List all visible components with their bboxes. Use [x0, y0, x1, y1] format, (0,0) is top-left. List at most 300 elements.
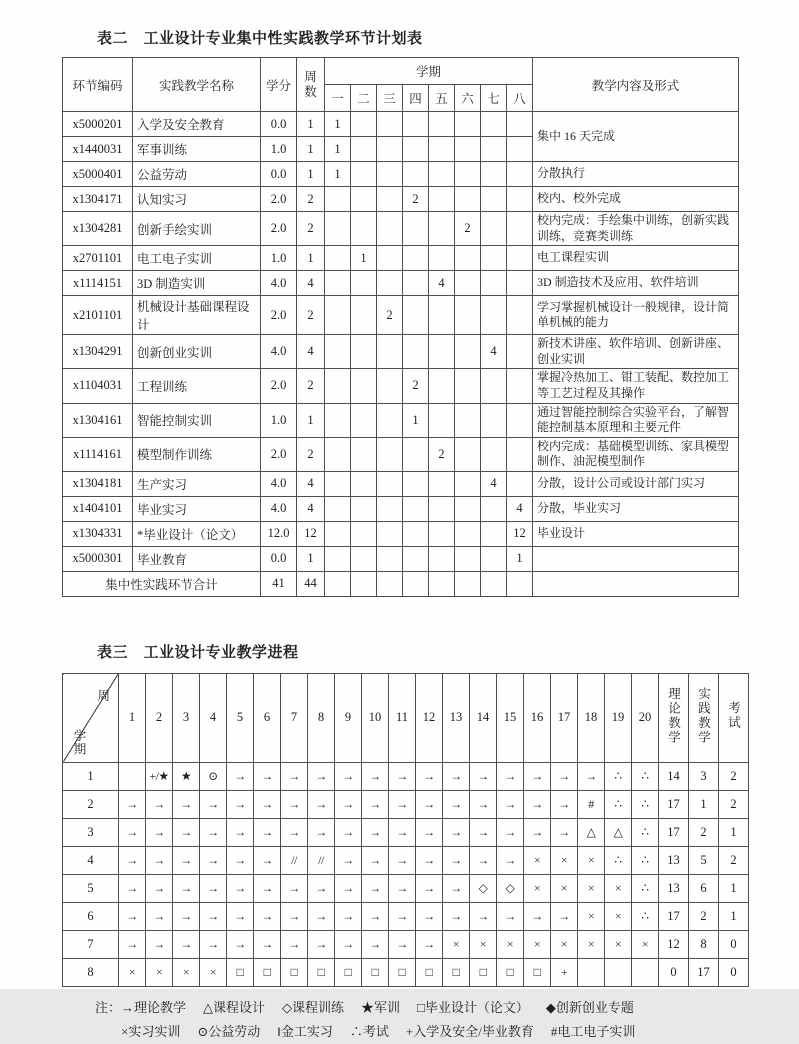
- week-activity-symbol: →: [227, 818, 254, 846]
- semester-week-count: [351, 571, 377, 596]
- week-number-header: 6: [254, 673, 281, 762]
- semester-week-count: [507, 271, 533, 296]
- week-activity-symbol: →: [119, 790, 146, 818]
- semester-number: 2: [63, 790, 119, 818]
- semester-week-count: [507, 162, 533, 187]
- semester-week-count: [403, 437, 429, 471]
- practice-weeks-total: 17: [689, 958, 719, 986]
- week-activity-symbol: ∴: [632, 818, 659, 846]
- week-activity-symbol: →: [389, 930, 416, 958]
- exam-weeks-total: 0: [719, 958, 749, 986]
- week-activity-symbol: →: [497, 762, 524, 790]
- legend-item: ◆创新创业专题: [545, 999, 634, 1015]
- week-number-header: 1: [119, 673, 146, 762]
- week-activity-symbol: □: [389, 958, 416, 986]
- week-number-header: 13: [443, 673, 470, 762]
- week-activity-symbol: □: [524, 958, 551, 986]
- week-activity-symbol: →: [281, 818, 308, 846]
- header-credits: 学分: [261, 58, 297, 112]
- week-activity-symbol: →: [443, 762, 470, 790]
- semester-week-count: [377, 521, 403, 546]
- semester-week-count: [377, 437, 403, 471]
- semester-week-count: 2: [403, 187, 429, 212]
- week-activity-symbol: →: [470, 790, 497, 818]
- exam-weeks-total: 0: [719, 930, 749, 958]
- week-activity-symbol: →: [146, 818, 173, 846]
- table3-row: [63, 902, 749, 930]
- credits-value: 12.0: [261, 521, 297, 546]
- practice-weeks-total: 8: [689, 930, 719, 958]
- semester-week-count: 1: [351, 246, 377, 271]
- semester-week-count: [325, 212, 351, 246]
- semester-week-count: [403, 296, 429, 335]
- credits-value: 4.0: [261, 335, 297, 369]
- semester-week-count: [377, 246, 403, 271]
- practice-weeks-total: 3: [689, 762, 719, 790]
- exam-weeks-total: 1: [719, 874, 749, 902]
- table2-row: [63, 369, 739, 403]
- semester-column-header: 六: [455, 85, 481, 112]
- semester-week-count: 1: [403, 403, 429, 437]
- exam-weeks-total: 1: [719, 902, 749, 930]
- teaching-content: [533, 546, 739, 571]
- week-activity-symbol: ×: [605, 902, 632, 930]
- week-activity-symbol: △: [605, 818, 632, 846]
- week-activity-symbol: →: [497, 846, 524, 874]
- weeks-value: 1: [297, 246, 325, 271]
- course-code: x1304181: [63, 471, 133, 496]
- semester-week-count: 2: [455, 212, 481, 246]
- course-name: 智能控制实训: [133, 403, 261, 437]
- semester-number: 1: [63, 762, 119, 790]
- semester-week-count: [351, 521, 377, 546]
- semester-week-count: 1: [325, 112, 351, 137]
- table2-row: [63, 162, 739, 187]
- week-activity-symbol: →: [389, 902, 416, 930]
- week-activity-symbol: →: [470, 846, 497, 874]
- teaching-content: 校内完成：手绘集中训练，创新实践训练，竞赛类训练: [533, 212, 739, 246]
- semester-week-count: [455, 471, 481, 496]
- week-activity-symbol: →: [308, 818, 335, 846]
- summary-column-header: [719, 673, 749, 762]
- semester-week-count: 1: [325, 162, 351, 187]
- week-activity-symbol: →: [173, 874, 200, 902]
- semester-week-count: [455, 137, 481, 162]
- week-activity-symbol: →: [119, 846, 146, 874]
- week-activity-symbol: →: [200, 874, 227, 902]
- course-name: 机械设计基础课程设计: [133, 296, 261, 335]
- course-code: x5000401: [63, 162, 133, 187]
- week-activity-symbol: ×: [146, 958, 173, 986]
- semester-week-count: [429, 212, 455, 246]
- week-activity-symbol: →: [254, 874, 281, 902]
- semester-week-count: [481, 521, 507, 546]
- course-name: 毕业实习: [133, 496, 261, 521]
- week-activity-symbol: ∴: [632, 902, 659, 930]
- week-activity-symbol: →: [281, 874, 308, 902]
- semester-week-count: [325, 471, 351, 496]
- legend-item: □毕业设计（论文）: [417, 999, 529, 1015]
- table2-row: [63, 403, 739, 437]
- table2-total-row: [63, 571, 739, 596]
- week-number-header: 9: [335, 673, 362, 762]
- semester-week-count: [481, 246, 507, 271]
- week-activity-symbol: →: [173, 818, 200, 846]
- credits-value: 2.0: [261, 296, 297, 335]
- course-name: 创新手绘实训: [133, 212, 261, 246]
- course-code: x1304291: [63, 335, 133, 369]
- week-activity-symbol: →: [119, 930, 146, 958]
- week-activity-symbol: →: [227, 902, 254, 930]
- semester-week-count: [403, 471, 429, 496]
- semester-week-count: [429, 471, 455, 496]
- week-activity-symbol: ×: [551, 930, 578, 958]
- week-number-header: 12: [416, 673, 443, 762]
- week-number-header: 15: [497, 673, 524, 762]
- credits-value: 2.0: [261, 212, 297, 246]
- week-activity-symbol: ×: [578, 874, 605, 902]
- legend-item: ⊙公益劳动: [197, 1023, 261, 1039]
- semester-week-count: [377, 369, 403, 403]
- course-name: 电工电子实训: [133, 246, 261, 271]
- legend: [0, 996, 799, 1044]
- course-code: x1304331: [63, 521, 133, 546]
- semester-week-count: [377, 271, 403, 296]
- semester-week-count: [377, 546, 403, 571]
- table2-row: [63, 212, 739, 246]
- theory-weeks-total: 12: [659, 930, 689, 958]
- exam-weeks-total: 2: [719, 846, 749, 874]
- semester-week-count: [455, 369, 481, 403]
- theory-weeks-total: 17: [659, 818, 689, 846]
- week-activity-symbol: →: [335, 762, 362, 790]
- course-name: 模型制作训练: [133, 437, 261, 471]
- weeks-value: 1: [297, 112, 325, 137]
- course-name: 毕业教育: [133, 546, 261, 571]
- week-activity-symbol: →: [227, 762, 254, 790]
- week-activity-symbol: □: [362, 958, 389, 986]
- credits-value: 1.0: [261, 137, 297, 162]
- course-name: 工程训练: [133, 369, 261, 403]
- practice-weeks-total: 6: [689, 874, 719, 902]
- weeks-value: 2: [297, 187, 325, 212]
- weeks-value: 2: [297, 369, 325, 403]
- semester-week-count: [481, 271, 507, 296]
- legend-item: ‖金工实习: [277, 1023, 333, 1039]
- week-activity-symbol: →: [335, 818, 362, 846]
- legend-item: ×实习实训: [121, 1023, 181, 1039]
- semester-week-count: 1: [507, 546, 533, 571]
- teaching-content: 校内、校外完成: [533, 187, 739, 212]
- semester-week-count: [377, 162, 403, 187]
- table2-row: [63, 335, 739, 369]
- semester-week-count: [351, 187, 377, 212]
- semester-week-count: [403, 212, 429, 246]
- semester-week-count: [351, 212, 377, 246]
- semester-number: 4: [63, 846, 119, 874]
- table2-row: [63, 271, 739, 296]
- table2-row: [63, 471, 739, 496]
- week-activity-symbol: □: [308, 958, 335, 986]
- week-activity-symbol: →: [362, 762, 389, 790]
- semester-week-count: [481, 369, 507, 403]
- semester-number: 3: [63, 818, 119, 846]
- week-activity-symbol: →: [362, 930, 389, 958]
- week-activity-symbol: →: [200, 930, 227, 958]
- week-activity-symbol: →: [308, 874, 335, 902]
- semester-week-count: [325, 546, 351, 571]
- semester-week-count: 4: [481, 335, 507, 369]
- table3-row: [63, 762, 749, 790]
- week-activity-symbol: →: [362, 874, 389, 902]
- week-activity-symbol: →: [200, 818, 227, 846]
- week-activity-symbol: □: [227, 958, 254, 986]
- semester-week-count: [403, 162, 429, 187]
- table3-body: [63, 762, 749, 986]
- week-activity-symbol: ∴: [632, 762, 659, 790]
- semester-number: 8: [63, 958, 119, 986]
- legend-item: +入学及安全/毕业教育: [405, 1023, 534, 1039]
- weeks-value: 1: [297, 546, 325, 571]
- semester-week-count: [403, 246, 429, 271]
- week-activity-symbol: →: [200, 846, 227, 874]
- semester-week-count: [481, 403, 507, 437]
- semester-week-count: [403, 546, 429, 571]
- week-activity-symbol: →: [578, 762, 605, 790]
- semester-week-count: [507, 437, 533, 471]
- semester-week-count: [325, 571, 351, 596]
- week-activity-symbol: ×: [578, 846, 605, 874]
- week-activity-symbol: →: [173, 902, 200, 930]
- course-name: 生产实习: [133, 471, 261, 496]
- week-activity-symbol: ◇: [497, 874, 524, 902]
- week-activity-symbol: →: [119, 902, 146, 930]
- theory-weeks-total: 13: [659, 874, 689, 902]
- credits-value: 2.0: [261, 187, 297, 212]
- week-activity-symbol: ∴: [605, 790, 632, 818]
- week-activity-symbol: ×: [524, 930, 551, 958]
- week-activity-symbol: →: [173, 790, 200, 818]
- course-code: x1304281: [63, 212, 133, 246]
- course-code: x1104031: [63, 369, 133, 403]
- course-code: x1114161: [63, 437, 133, 471]
- week-activity-symbol: ★: [173, 762, 200, 790]
- week-activity-symbol: ×: [524, 874, 551, 902]
- week-activity-symbol: →: [443, 790, 470, 818]
- week-activity-symbol: //: [281, 846, 308, 874]
- table2-row: [63, 437, 739, 471]
- semester-week-count: [507, 403, 533, 437]
- week-activity-symbol: →: [227, 790, 254, 818]
- credits-value: 1.0: [261, 403, 297, 437]
- week-activity-symbol: →: [308, 790, 335, 818]
- weeks-value: 1: [297, 137, 325, 162]
- week-activity-symbol: →: [335, 846, 362, 874]
- semester-week-count: [377, 187, 403, 212]
- semester-week-count: [351, 546, 377, 571]
- teaching-content: [533, 571, 739, 596]
- week-activity-symbol: →: [389, 762, 416, 790]
- teaching-content: 通过智能控制综合实验平台，了解智能控制基本原理和主要元件: [533, 403, 739, 437]
- header-content: 教学内容及形式: [533, 58, 739, 112]
- course-name: 认知实习: [133, 187, 261, 212]
- semester-week-count: [455, 246, 481, 271]
- week-activity-symbol: →: [389, 818, 416, 846]
- course-name: 入学及安全教育: [133, 112, 261, 137]
- legend-item: ★军训: [361, 999, 401, 1015]
- week-activity-symbol: →: [470, 818, 497, 846]
- week-activity-symbol: →: [119, 818, 146, 846]
- semester-week-count: [377, 112, 403, 137]
- week-number-header: 8: [308, 673, 335, 762]
- summary-column-label: 理论教学: [666, 686, 681, 745]
- weeks-value: 1: [297, 162, 325, 187]
- week-activity-symbol: →: [389, 790, 416, 818]
- course-name: 军事训练: [133, 137, 261, 162]
- semester-week-count: [351, 403, 377, 437]
- header-code: 环节编码: [63, 58, 133, 112]
- week-activity-symbol: ×: [551, 874, 578, 902]
- week-activity-symbol: +/★: [146, 762, 173, 790]
- table2-row: [63, 496, 739, 521]
- header-semester: 学期: [325, 58, 533, 85]
- week-activity-symbol: →: [281, 762, 308, 790]
- practice-weeks-total: 2: [689, 818, 719, 846]
- semester-week-count: 4: [507, 496, 533, 521]
- semester-week-count: [481, 187, 507, 212]
- teaching-content: 新技术讲座、软件培训、创新讲座、创业实训: [533, 335, 739, 369]
- week-activity-symbol: □: [443, 958, 470, 986]
- semester-week-count: [429, 137, 455, 162]
- week-activity-symbol: →: [362, 790, 389, 818]
- table2-body: [63, 112, 739, 597]
- teaching-content: 分散，毕业实习: [533, 496, 739, 521]
- header-name: 实践教学名称: [133, 58, 261, 112]
- table2-row: [63, 521, 739, 546]
- week-activity-symbol: →: [443, 874, 470, 902]
- semester-week-count: [325, 521, 351, 546]
- weeks-value: 12: [297, 521, 325, 546]
- weeks-value: 1: [297, 403, 325, 437]
- week-activity-symbol: →: [389, 846, 416, 874]
- week-activity-symbol: ⊙: [200, 762, 227, 790]
- week-activity-symbol: →: [254, 902, 281, 930]
- week-number-header: 16: [524, 673, 551, 762]
- legend-item: △课程设计: [203, 999, 266, 1015]
- week-activity-symbol: [632, 958, 659, 986]
- week-activity-symbol: →: [551, 818, 578, 846]
- course-code: x1440031: [63, 137, 133, 162]
- semester-week-count: [455, 335, 481, 369]
- week-activity-symbol: →: [119, 874, 146, 902]
- semester-week-count: [351, 471, 377, 496]
- teaching-content: 集中 16 天完成: [533, 112, 739, 162]
- teaching-content: 学习掌握机械设计一般规律，设计简单机械的能力: [533, 296, 739, 335]
- credits-value: 2.0: [261, 437, 297, 471]
- week-number-header: 11: [389, 673, 416, 762]
- semester-number: 7: [63, 930, 119, 958]
- table3-row: [63, 790, 749, 818]
- week-activity-symbol: →: [551, 762, 578, 790]
- week-activity-symbol: →: [416, 902, 443, 930]
- week-activity-symbol: →: [443, 818, 470, 846]
- semester-week-count: [455, 162, 481, 187]
- weeks-value: 2: [297, 296, 325, 335]
- teaching-content: 掌握冷热加工、钳工装配、数控加工等工艺过程及其操作: [533, 369, 739, 403]
- legend-item: ∴考试: [349, 1023, 389, 1039]
- semester-week-count: [507, 112, 533, 137]
- week-activity-symbol: ×: [200, 958, 227, 986]
- semester-week-count: [455, 496, 481, 521]
- week-activity-symbol: →: [254, 790, 281, 818]
- theory-weeks-total: 14: [659, 762, 689, 790]
- week-activity-symbol: ∴: [605, 762, 632, 790]
- week-activity-symbol: →: [200, 902, 227, 930]
- semester-week-count: [325, 187, 351, 212]
- semester-week-count: [403, 521, 429, 546]
- weeks-value: 4: [297, 335, 325, 369]
- week-activity-symbol: →: [416, 846, 443, 874]
- semester-week-count: [325, 369, 351, 403]
- corner-cell-week-semester: [63, 673, 119, 762]
- corner-semester-label: 学期: [72, 728, 86, 756]
- credits-value: 1.0: [261, 246, 297, 271]
- week-activity-symbol: #: [578, 790, 605, 818]
- semester-week-count: [325, 335, 351, 369]
- week-activity-symbol: ×: [470, 930, 497, 958]
- semester-week-count: [429, 571, 455, 596]
- weeks-value: 4: [297, 471, 325, 496]
- semester-column-header: 三: [377, 85, 403, 112]
- semester-week-count: [481, 546, 507, 571]
- semester-week-count: [403, 496, 429, 521]
- table2-title: 表二 工业设计专业集中性实践教学环节计划表: [97, 31, 423, 47]
- teaching-content: 电工课程实训: [533, 246, 739, 271]
- semester-week-count: [351, 437, 377, 471]
- week-activity-symbol: ∴: [605, 846, 632, 874]
- table2-practice-plan: [62, 57, 739, 597]
- semester-column-header: 八: [507, 85, 533, 112]
- week-activity-symbol: →: [524, 818, 551, 846]
- week-activity-symbol: →: [146, 790, 173, 818]
- semester-week-count: [325, 403, 351, 437]
- semester-week-count: [481, 112, 507, 137]
- table2-row: [63, 546, 739, 571]
- semester-week-count: [455, 112, 481, 137]
- course-code: x1304171: [63, 187, 133, 212]
- course-name: 公益劳动: [133, 162, 261, 187]
- semester-week-count: [507, 369, 533, 403]
- semester-week-count: [377, 212, 403, 246]
- week-activity-symbol: □: [497, 958, 524, 986]
- semester-week-count: [481, 437, 507, 471]
- semester-week-count: [351, 271, 377, 296]
- semester-week-count: [455, 521, 481, 546]
- semester-week-count: [351, 112, 377, 137]
- course-name: 创新创业实训: [133, 335, 261, 369]
- semester-column-header: 二: [351, 85, 377, 112]
- table3-row: [63, 958, 749, 986]
- semester-week-count: [377, 335, 403, 369]
- table2-row: [63, 296, 739, 335]
- theory-weeks-total: 13: [659, 846, 689, 874]
- semester-week-count: 4: [481, 471, 507, 496]
- week-activity-symbol: →: [146, 846, 173, 874]
- semester-week-count: [325, 246, 351, 271]
- weeks-value: 4: [297, 496, 325, 521]
- teaching-content: 校内完成：基础模型训练、家具模型制作、油泥模型制作: [533, 437, 739, 471]
- semester-week-count: [377, 471, 403, 496]
